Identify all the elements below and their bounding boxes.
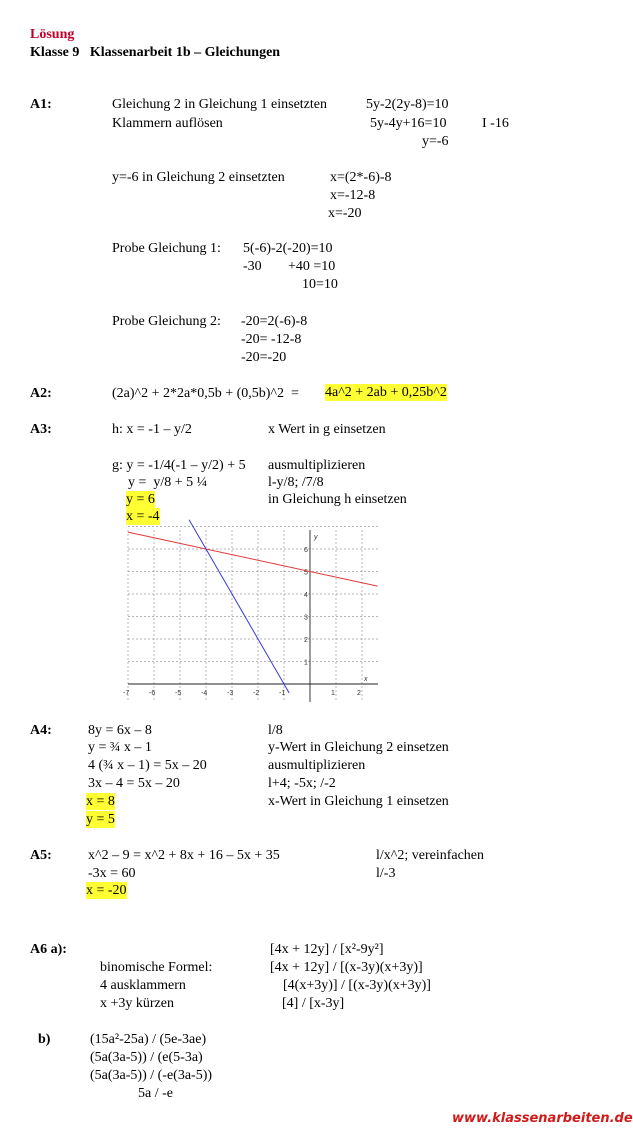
a3-label: A3:: [30, 422, 52, 437]
a4-note2: y-Wert in Gleichung 2 einsetzen: [268, 740, 449, 755]
a4-note5: x-Wert in Gleichung 1 einsetzen: [268, 794, 449, 809]
a3-graph: [123, 530, 378, 702]
a1-probe2-eq3: -20=-20: [241, 350, 287, 365]
a3-g2-note: l-y/8; /7/8: [268, 475, 324, 490]
a6-expr4: [4] / [x-3y]: [282, 996, 345, 1011]
a2-expression: (2a)^2 + 2*2a*0,5b + (0,5b)^2 =: [112, 386, 299, 401]
x-tick-label: 2: [357, 690, 361, 697]
a1-probe1-eq2a: -30: [243, 259, 262, 274]
a1-probe1-eq1: 5(-6)-2(-20)=10: [243, 241, 333, 256]
a6-step4: x +3y kürzen: [100, 996, 174, 1011]
y-tick-label: 2: [304, 637, 308, 644]
y-axis-label: y: [314, 534, 318, 541]
x-tick-label: -5: [175, 690, 182, 697]
a3-g-note: ausmultiplizieren: [268, 458, 366, 473]
a4-note4: l+4; -5x; /-2: [268, 776, 336, 791]
x-tick-label: -1: [279, 690, 286, 697]
a5-line1: x^2 – 9 = x^2 + 8x + 16 – 5x + 35: [88, 848, 280, 863]
a1-step6-eq: x=-20: [328, 206, 362, 221]
a4-line2: y = ¾ x – 1: [88, 740, 152, 755]
a6-step2: binomische Formel:: [100, 960, 213, 975]
a4-line4: 3x – 4 = 5x – 20: [88, 776, 180, 791]
a6-expr1: [4x + 12y] / [x²-9y²]: [270, 942, 384, 957]
x-tick-label: -3: [227, 690, 234, 697]
a1-step2-op: I -16: [482, 116, 509, 131]
a1-step5-eq: x=-12-8: [330, 188, 376, 203]
a1-probe2: Probe Gleichung 2:: [112, 314, 221, 329]
a3-g-equation: g: y = -1/4(-1 – y/2) + 5: [112, 458, 246, 473]
a1-step4-eq: x=(2*-6)-8: [330, 170, 392, 185]
series-line-h: [189, 520, 289, 693]
a4-y-result: y = 5: [86, 812, 115, 827]
a1-step1-eq: 5y-2(2y-8)=10: [366, 97, 449, 112]
a5-note2: l/-3: [376, 866, 396, 881]
a6-expr3: [4(x+3y)] / [(x-3y)(x+3y)]: [283, 978, 431, 993]
a4-note3: ausmultiplizieren: [268, 758, 366, 773]
y-tick-label: 3: [304, 614, 308, 622]
a1-probe2-eq2: -20= -12-8: [241, 332, 302, 347]
x-tick-label: 1: [331, 690, 335, 697]
a4-x-result: x = 8: [86, 794, 115, 809]
a3-y-result: y = 6: [126, 492, 155, 507]
a1-step4: y=-6 in Gleichung 2 einsetzten: [112, 170, 285, 185]
a6-step3: 4 ausklammern: [100, 978, 186, 993]
a1-step3-eq: y=-6: [422, 134, 449, 149]
a1-probe1: Probe Gleichung 1:: [112, 241, 221, 256]
y-tick-label: 4: [304, 592, 308, 599]
a6-label: A6 a):: [30, 942, 67, 957]
a2-label: A2:: [30, 386, 52, 401]
a6b-line2: (5a(3a-5)) / (e(5-3a): [90, 1050, 203, 1065]
a1-probe1-eq2b: +40 =10: [288, 259, 336, 274]
a4-note1: l/8: [268, 723, 283, 738]
a6b-line3: (5a(3a-5)) / (-e(3a-5)): [90, 1068, 213, 1083]
a2-result: 4a^2 + 2ab + 0,25b^2: [325, 385, 447, 400]
a1-probe2-eq1: -20=2(-6)-8: [241, 314, 308, 329]
a1-step2: Klammern auflösen: [112, 116, 223, 131]
y-tick-label: 5: [304, 569, 308, 577]
x-axis-label: x: [364, 676, 368, 683]
x-tick-label: -7: [123, 690, 130, 697]
y-tick-label: 1: [304, 659, 308, 667]
a6-expr2: [4x + 12y] / [(x-3y)(x+3y)]: [270, 960, 423, 975]
series-line-g: [128, 532, 378, 586]
a6b-line4: 5a / -e: [138, 1086, 173, 1101]
x-tick-label: -2: [253, 690, 260, 697]
a6b-label: b): [38, 1032, 51, 1047]
a6b-line1: (15a²-25a) / (5e-3ae): [90, 1032, 207, 1047]
page-title: Klasse 9 Klassenarbeit 1b – Gleichungen: [30, 45, 281, 60]
a1-step1: Gleichung 2 in Gleichung 1 einsetzten: [112, 97, 327, 112]
a1-step2-eq: 5y-4y+16=10: [370, 116, 447, 131]
a4-label: A4:: [30, 723, 52, 738]
solution-label: Lösung: [30, 27, 75, 42]
a3-h-note: x Wert in g einsetzen: [268, 422, 386, 437]
y-tick-label: 6: [304, 547, 308, 554]
a4-line1: 8y = 6x – 8: [88, 723, 152, 738]
a3-y-note: in Gleichung h einsetzen: [268, 492, 407, 507]
footer-url: www.klassenarbeiten.de: [452, 1111, 633, 1126]
a3-x-result: x = -4: [126, 509, 160, 524]
a3-g-simplified: y = y/8 + 5 ¼: [128, 475, 208, 490]
a5-note1: l/x^2; vereinfachen: [376, 848, 485, 863]
x-tick-label: -4: [201, 690, 208, 697]
a5-x-result: x = -20: [86, 883, 127, 898]
x-tick-label: -6: [149, 690, 156, 697]
a5-line2: -3x = 60: [88, 866, 136, 881]
a5-label: A5:: [30, 848, 52, 863]
a3-h-equation: h: x = -1 – y/2: [112, 422, 192, 437]
a1-probe1-eq3: 10=10: [302, 277, 338, 292]
a1-label: A1:: [30, 97, 52, 112]
a4-line3: 4 (¾ x – 1) = 5x – 20: [88, 758, 207, 773]
